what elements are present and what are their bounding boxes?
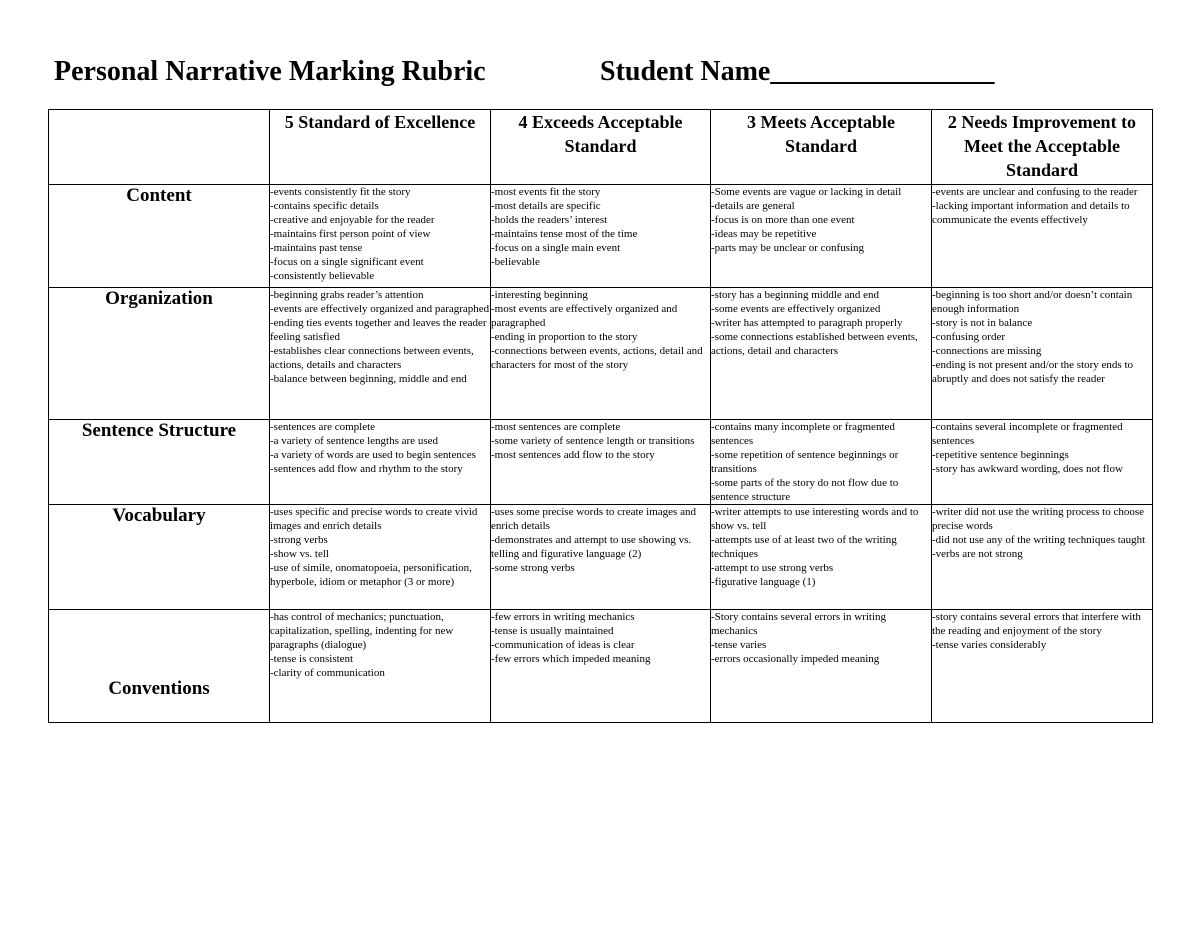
- descriptor-line: -most sentences add flow to the story: [491, 449, 655, 461]
- rubric-cell: [491, 288, 711, 420]
- page-header: [54, 56, 1154, 96]
- descriptor-line: -maintains first person point of view: [270, 228, 431, 240]
- descriptor-line: -has control of mechanics; punctuation, capitalization, spelling, indenting for new paragraphs (dialogue): [270, 611, 454, 651]
- descriptor-line: -tense is usually maintained: [491, 625, 614, 637]
- descriptor-line: -focus on a single main event: [491, 242, 621, 254]
- descriptor-line: -some connections established between events, actions, detail and characters: [711, 331, 918, 357]
- table-row: [49, 420, 1153, 505]
- descriptor-line: -Some events are vague or lacking in detail: [711, 186, 902, 198]
- descriptor-line: -verbs are not strong: [932, 548, 1023, 560]
- rubric-cell: [711, 505, 932, 610]
- descriptor-line: -strong verbs: [270, 534, 328, 546]
- descriptor-line: -few errors in writing mechanics: [491, 611, 635, 623]
- criterion-label: Vocabulary: [49, 505, 270, 610]
- descriptor-line: -interesting beginning: [491, 289, 588, 301]
- table-row: [49, 185, 1153, 288]
- descriptor-line: -focus is on more than one event: [711, 214, 855, 226]
- descriptor-line: -errors occasionally impeded meaning: [711, 653, 880, 665]
- descriptor-line: -some repetition of sentence beginnings or transitions: [711, 449, 899, 475]
- corner-header: [49, 110, 270, 185]
- descriptor-line: -some events are effectively organized: [711, 303, 881, 315]
- descriptor-line: -contains specific details: [270, 200, 379, 212]
- page-title: Personal Narrative Marking Rubric: [54, 56, 486, 87]
- descriptor-line: -tense varies: [711, 639, 767, 651]
- rubric-cell: [932, 420, 1153, 505]
- rubric-cell: [270, 505, 491, 610]
- descriptor-line: -communication of ideas is clear: [491, 639, 635, 651]
- descriptor-line: -writer has attempted to paragraph properly: [711, 317, 903, 329]
- descriptor-line: -most events are effectively organized and paragraphed: [491, 303, 678, 329]
- descriptor-line: -most events fit the story: [491, 186, 601, 198]
- rubric-cell: [711, 288, 932, 420]
- descriptor-line: -maintains tense most of the time: [491, 228, 638, 240]
- level-header-5: 5 Standard of Excellence: [270, 110, 491, 185]
- table-row: [49, 505, 1153, 610]
- descriptor-line: -some strong verbs: [491, 562, 575, 574]
- descriptor-line: -sentences add flow and rhythm to the story: [270, 463, 463, 475]
- descriptor-line: -repetitive sentence beginnings: [932, 449, 1069, 461]
- descriptor-line: -writer did not use the writing process to choose precise words: [932, 506, 1145, 532]
- descriptor-line: -lacking important information and details to communicate the events effectively: [932, 200, 1130, 226]
- table-row: [49, 610, 1153, 723]
- descriptor-line: -most details are specific: [491, 200, 601, 212]
- descriptor-line: -consistently believable: [270, 270, 375, 282]
- descriptor-line: -story is not in balance: [932, 317, 1033, 329]
- criterion-label: Organization: [49, 288, 270, 420]
- rubric-cell: [270, 610, 491, 723]
- descriptor-line: -sentences are complete: [270, 421, 376, 433]
- rubric-cell: [491, 610, 711, 723]
- header-row: [49, 110, 1153, 185]
- descriptor-line: -contains several incomplete or fragmented sentences: [932, 421, 1123, 447]
- descriptor-line: -writer attempts to use interesting words and to show vs. tell: [711, 506, 919, 532]
- rubric-cell: [491, 185, 711, 288]
- descriptor-line: -beginning grabs reader’s attention: [270, 289, 424, 301]
- descriptor-line: -confusing order: [932, 331, 1006, 343]
- descriptor-line: -focus on a single significant event: [270, 256, 424, 268]
- descriptor-line: -details are general: [711, 200, 795, 212]
- descriptor-line: -creative and enjoyable for the reader: [270, 214, 435, 226]
- descriptor-line: -attempts use of at least two of the writing techniques: [711, 534, 897, 560]
- rubric-cell: [932, 288, 1153, 420]
- descriptor-line: -ending ties events together and leaves the reader feeling satisfied: [270, 317, 487, 343]
- descriptor-line: -some variety of sentence length or transitions: [491, 435, 695, 447]
- student-name-field: Student Name________________: [600, 56, 995, 87]
- descriptor-line: -use of simile, onomatopoeia, personification, hyperbole, idiom or metaphor (3 or more): [270, 562, 472, 588]
- descriptor-line: -clarity of communication: [270, 667, 385, 679]
- level-header-3: 3 Meets Acceptable Standard: [711, 110, 932, 185]
- rubric-table: [48, 109, 1153, 723]
- descriptor-line: -Story contains several errors in writing mechanics: [711, 611, 887, 637]
- descriptor-line: -events are unclear and confusing to the reader: [932, 186, 1138, 198]
- descriptor-line: -holds the readers’ interest: [491, 214, 608, 226]
- table-row: [49, 288, 1153, 420]
- criterion-label: Sentence Structure: [49, 420, 270, 505]
- descriptor-line: -tense varies considerably: [932, 639, 1047, 651]
- descriptor-line: -some parts of the story do not flow due to sentence structure: [711, 477, 899, 503]
- descriptor-line: -attempt to use strong verbs: [711, 562, 834, 574]
- descriptor-line: -maintains past tense: [270, 242, 363, 254]
- descriptor-line: -events consistently fit the story: [270, 186, 411, 198]
- descriptor-line: -a variety of sentence lengths are used: [270, 435, 438, 447]
- rubric-cell: [491, 420, 711, 505]
- criterion-label: Content: [49, 185, 270, 288]
- rubric-cell: [491, 505, 711, 610]
- rubric-cell: [711, 420, 932, 505]
- criterion-label: Conventions: [49, 610, 270, 723]
- rubric-cell: [932, 505, 1153, 610]
- descriptor-line: -story has a beginning middle and end: [711, 289, 880, 301]
- rubric-cell: [932, 610, 1153, 723]
- level-header-4: 4 Exceeds Acceptable Standard: [491, 110, 711, 185]
- descriptor-line: -ending is not present and/or the story ends to abruptly and does not satisfy the reader: [932, 359, 1134, 385]
- descriptor-line: -uses specific and precise words to create vivid images and enrich details: [270, 506, 478, 532]
- descriptor-line: -few errors which impeded meaning: [491, 653, 651, 665]
- descriptor-line: -events are effectively organized and paragraphed: [270, 303, 490, 315]
- descriptor-line: -show vs. tell: [270, 548, 329, 560]
- descriptor-line: -parts may be unclear or confusing: [711, 242, 865, 254]
- descriptor-line: -establishes clear connections between events, actions, details and characters: [270, 345, 474, 371]
- level-header-2: 2 Needs Improvement to Meet the Acceptable Standard: [932, 110, 1153, 185]
- descriptor-line: -did not use any of the writing techniques taught: [932, 534, 1146, 546]
- rubric-cell: [270, 185, 491, 288]
- descriptor-line: -connections between events, actions, detail and characters for most of the story: [491, 345, 703, 371]
- descriptor-line: -contains many incomplete or fragmented sentences: [711, 421, 895, 447]
- descriptor-line: -figurative language (1): [711, 576, 816, 588]
- descriptor-line: -ending in proportion to the story: [491, 331, 638, 343]
- descriptor-line: -balance between beginning, middle and end: [270, 373, 467, 385]
- descriptor-line: -believable: [491, 256, 540, 268]
- rubric-cell: [270, 420, 491, 505]
- descriptor-line: -a variety of words are used to begin sentences: [270, 449, 476, 461]
- descriptor-line: -uses some precise words to create images and enrich details: [491, 506, 696, 532]
- descriptor-line: -most sentences are complete: [491, 421, 621, 433]
- rubric-cell: [932, 185, 1153, 288]
- descriptor-line: -beginning is too short and/or doesn’t contain enough information: [932, 289, 1133, 315]
- rubric-cell: [711, 610, 932, 723]
- descriptor-line: -story has awkward wording, does not flow: [932, 463, 1123, 475]
- descriptor-line: -connections are missing: [932, 345, 1042, 357]
- descriptor-line: -story contains several errors that interfere with the reading and enjoyment of the story: [932, 611, 1141, 637]
- descriptor-line: -tense is consistent: [270, 653, 354, 665]
- rubric-cell: [711, 185, 932, 288]
- descriptor-line: -demonstrates and attempt to use showing vs. telling and figurative language (2): [491, 534, 692, 560]
- rubric-cell: [270, 288, 491, 420]
- descriptor-line: -ideas may be repetitive: [711, 228, 817, 240]
